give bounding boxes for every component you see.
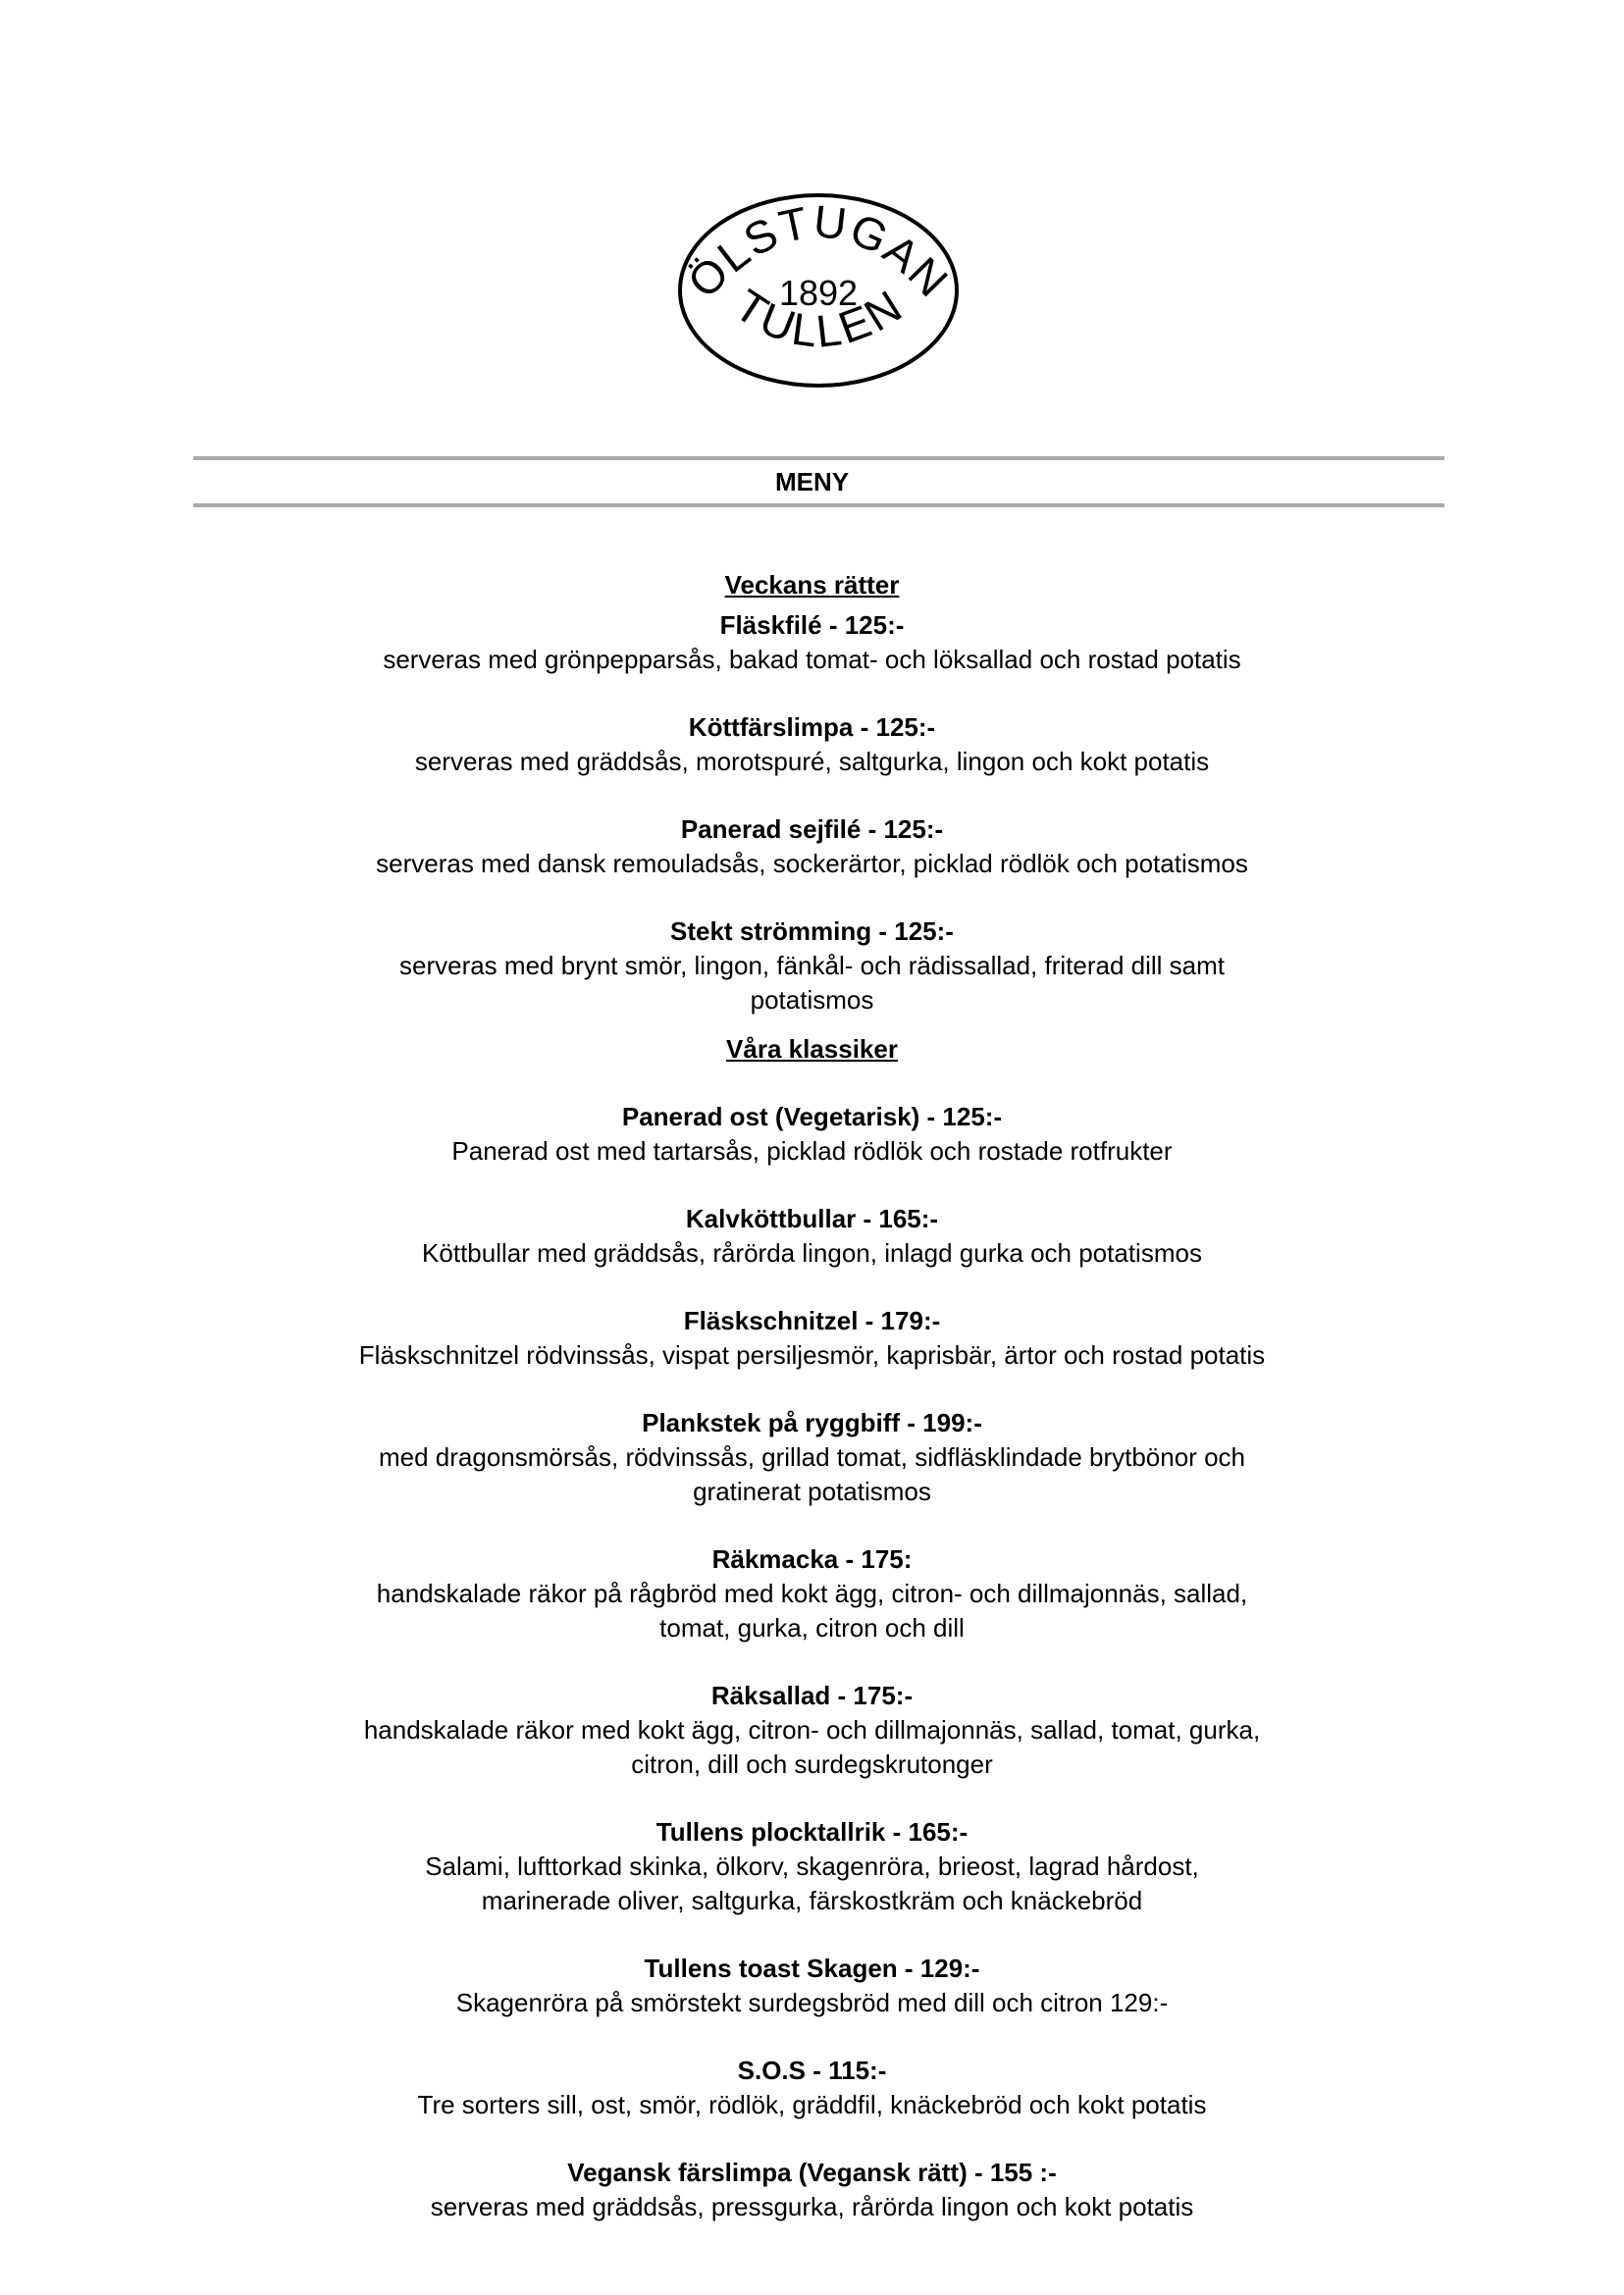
section-heading: Veckans rätter: [724, 570, 900, 600]
section-heading: Våra klassiker: [726, 1034, 898, 1064]
menu-item: [324, 1100, 1300, 1169]
dish-name: Räkmacka - 175:: [711, 1544, 913, 1574]
menu-item: [324, 1202, 1300, 1271]
menu-item: [324, 1815, 1300, 1918]
menu-item: [324, 2054, 1300, 2122]
menu-content: [324, 567, 1300, 2258]
dish-name: Kalvköttbullar - 165:-: [685, 1204, 939, 1233]
logo-year: 1892: [778, 273, 859, 313]
menu-item: [324, 2156, 1300, 2224]
header-rule-top: [193, 456, 1444, 460]
dish-name: Fläskschnitzel - 179:-: [683, 1306, 941, 1335]
page-title: MENY: [774, 467, 850, 496]
dish-description: med dragonsmörsås, rödvinssås, grillad tomat, sidfläsklindade brytbönor och gratinerat potatismos: [379, 1442, 1245, 1506]
dish-description: Fläskschnitzel rödvinssås, vispat persiljesmör, kaprisbär, ärtor och rostad potatis: [358, 1340, 1266, 1370]
dish-description: serveras med gräddsås, pressgurka, rårörda lingon och kokt potatis: [430, 2192, 1194, 2221]
dish-description: serveras med grönpepparsås, bakad tomat- och löksallad och rostad potatis: [383, 645, 1241, 674]
menu-item: [324, 608, 1300, 677]
dish-name: Stekt strömming - 125:-: [670, 916, 954, 946]
dish-description: Skagenröra på smörstekt surdegsbröd med dill och citron 129:-: [455, 1988, 1169, 2017]
menu-item: [324, 1542, 1300, 1645]
menu-item: [324, 1679, 1300, 1782]
dish-description: handskalade räkor på rågbröd med kokt ägg, citron- och dillmajonnäs, sallad, tomat, gurka, citron och dill: [376, 1579, 1248, 1643]
restaurant-logo: [675, 189, 962, 391]
dish-name: Plankstek på ryggbiff - 199:-: [642, 1408, 982, 1437]
dish-name: Panerad ost (Vegetarisk) - 125:-: [621, 1102, 1003, 1131]
dish-name: Fläskfilé - 125:-: [719, 610, 905, 640]
dish-name: S.O.S - 115:-: [737, 2056, 887, 2085]
menu-item: [324, 1952, 1300, 2020]
dish-description: serveras med gräddsås, morotspuré, saltgurka, lingon och kokt potatis: [414, 747, 1210, 776]
dish-description: serveras med brynt smör, lingon, fänkål- och rädissallad, friterad dill samt potatismos: [398, 951, 1225, 1015]
dish-name: Panerad sejfilé - 125:-: [680, 814, 944, 844]
logo-bottom-text: TULLEN: [725, 279, 913, 357]
dish-description: handskalade räkor med kokt ägg, citron- och dillmajonnäs, sallad, tomat, gurka, citron, dill och surdegskrutonger: [363, 1715, 1261, 1779]
dish-description: serveras med dansk remouladsås, sockerärtor, picklad rödlök och potatismos: [376, 849, 1248, 878]
dish-name: Vegansk färslimpa (Vegansk rätt) - 155 :-: [567, 2158, 1057, 2187]
logo-top-text: ÖLSTUGAN: [677, 194, 960, 308]
menu-item: [324, 1406, 1300, 1509]
menu-item: [324, 1304, 1300, 1373]
section-veckans-ratter: [324, 567, 1300, 1017]
section-vara-klassiker: [324, 1031, 1300, 2224]
dish-description: Köttbullar med gräddsås, rårörda lingon, inlagd gurka och potatismos: [422, 1238, 1202, 1268]
dish-name: Köttfärslimpa - 125:-: [688, 712, 936, 742]
dish-description: Panerad ost med tartarsås, picklad rödlök och rostade rotfrukter: [451, 1136, 1173, 1166]
dish-name: Räksallad - 175:-: [710, 1681, 914, 1710]
menu-item: [324, 812, 1300, 881]
dish-name: Tullens toast Skagen - 129:-: [644, 1954, 980, 1983]
menu-item: [324, 710, 1300, 779]
dish-name: Tullens plocktallrik - 165:-: [655, 1817, 969, 1847]
header-rule-bottom: [193, 503, 1444, 507]
dish-description: Salami, lufttorkad skinka, ölkorv, skagenröra, brieost, lagrad hårdost, marinerade oliver, saltgurka, färskostkräm och knäckebröd: [425, 1852, 1199, 1915]
dish-description: Tre sorters sill, ost, smör, rödlök, gräddfil, knäckebröd och kokt potatis: [417, 2090, 1207, 2119]
menu-item: [324, 914, 1300, 1017]
